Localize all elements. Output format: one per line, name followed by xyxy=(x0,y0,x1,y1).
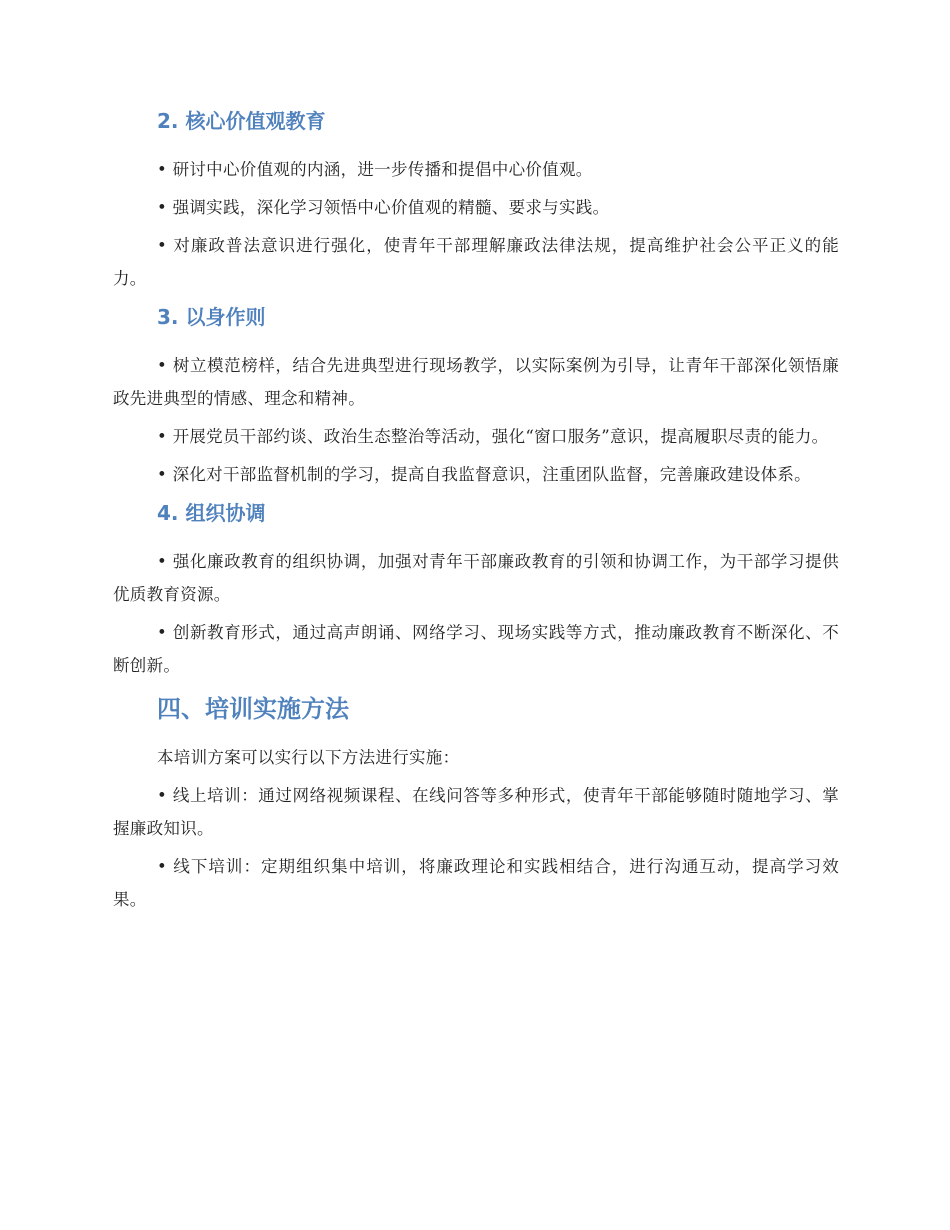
bullet-paragraph: • 强化廉政教育的组织协调，加强对青年干部廉政教育的引领和协调工作，为干部学习提供优质教育资源。 xyxy=(113,552,839,604)
document-page xyxy=(113,106,839,916)
bullet-paragraph: • 线上培训：通过网络视频课程、在线问答等多种形式，使青年干部能够随时随地学习、掌握廉政知识。 xyxy=(113,786,839,838)
bullet-paragraph: • 对廉政普法意识进行强化，使青年干部理解廉政法律法规，提高维护社会公平正义的能力。 xyxy=(113,236,839,288)
bullet-paragraph: • 深化对干部监督机制的学习，提高自我监督意识，注重团队监督，完善廉政建设体系。 xyxy=(157,465,811,484)
section-heading-coordination: 4. 组织协调 xyxy=(157,501,266,525)
intro-paragraph: 本培训方案可以实行以下方法进行实施： xyxy=(157,748,460,767)
bullet-paragraph: • 树立模范榜样，结合先进典型进行现场教学，以实际案例为引导，让青年干部深化领悟廉政先进典型的情感、理念和精神。 xyxy=(113,356,839,408)
chapter-heading-implementation: 四、培训实施方法 xyxy=(157,695,349,723)
bullet-paragraph: • 线下培训：定期组织集中培训，将廉政理论和实践相结合，进行沟通互动，提高学习效果。 xyxy=(113,857,839,909)
bullet-paragraph: • 创新教育形式，通过高声朗诵、网络学习、现场实践等方式，推动廉政教育不断深化、不断创新。 xyxy=(113,623,839,675)
bullet-paragraph: • 研讨中心价值观的内涵，进一步传播和提倡中心价值观。 xyxy=(157,160,593,179)
bullet-paragraph: • 强调实践，深化学习领悟中心价值观的精髓、要求与实践。 xyxy=(157,198,610,217)
bullet-paragraph: • 开展党员干部约谈、政治生态整治等活动，强化“窗口服务”意识，提高履职尽责的能力。 xyxy=(157,427,829,446)
section-heading-lead-by-example: 3. 以身作则 xyxy=(157,305,266,329)
section-heading-core-values: 2. 核心价值观教育 xyxy=(157,109,326,133)
